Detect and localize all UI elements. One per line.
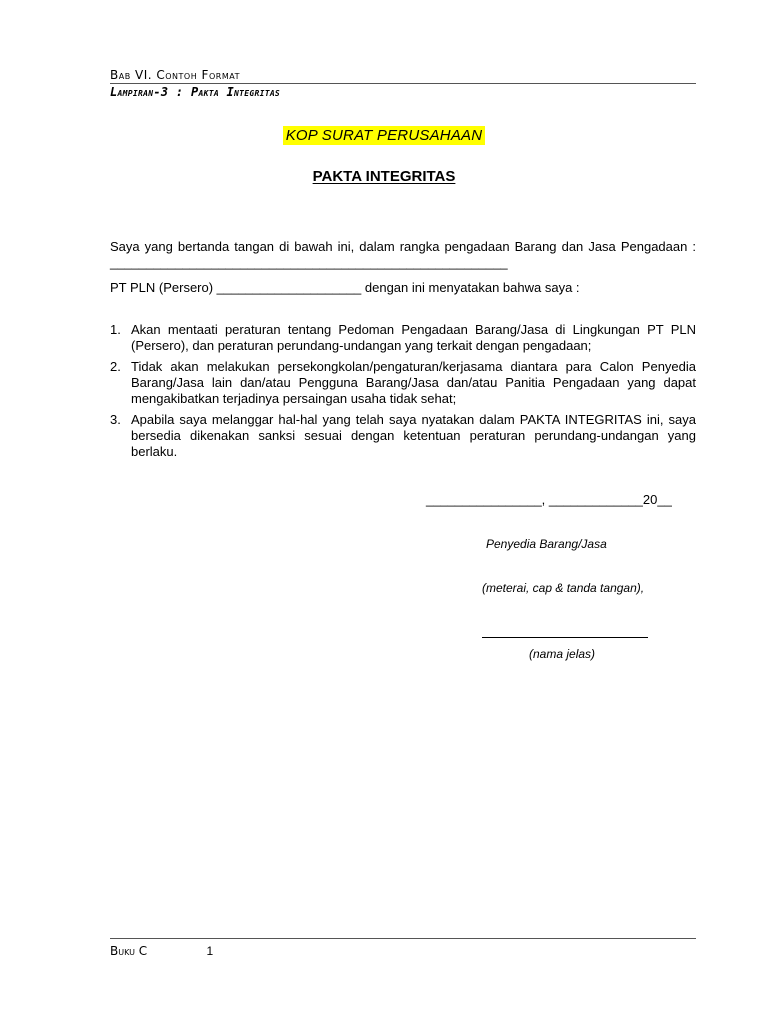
page-header (110, 68, 696, 100)
signature-line (482, 637, 648, 638)
document-title: PAKTA INTEGRITAS (312, 168, 456, 185)
place-date-line: ________________, _____________20__ (426, 492, 672, 507)
list-item-number: 1. (110, 322, 121, 337)
list-item (110, 412, 696, 460)
list-item-number: 2. (110, 359, 121, 374)
page-number: 1 (206, 944, 214, 958)
letterhead-placeholder (0, 127, 768, 145)
intro-section (110, 239, 696, 296)
provider-label: Penyedia Barang/Jasa (486, 537, 607, 551)
list-item-text: Apabila saya melanggar hal-hal yang telah saya nyatakan dalam PAKTA INTEGRITAS ini, saya bersedia dikenakan sanksi sesuai dengan ketentuan peraturan perundang-undangan yang berlaku. (131, 412, 696, 459)
list-item-text: Akan mentaati peraturan tentang Pedoman Pengadaan Barang/Jasa di Lingkungan PT PLN (Persero), dan peraturan perundang-undangan yang terkait dengan pengadaan; (131, 322, 696, 353)
stamp-signature-note: (meterai, cap & tanda tangan), (482, 581, 645, 595)
footer-book-label: Buku C (110, 944, 148, 958)
letterhead-text: KOP SURAT PERUSAHAAN (283, 126, 486, 145)
full-name-label: (nama jelas) (529, 647, 596, 661)
intro-paragraph-1: Saya yang bertanda tangan di bawah ini, dalam rangka pengadaan Barang dan Jasa Pengadaan : _______________________________________________________ (110, 239, 696, 270)
list-item (110, 322, 696, 354)
chapter-heading: Bab VI. Contoh Format (110, 68, 696, 84)
list-item-number: 3. (110, 412, 121, 427)
page-footer (110, 938, 696, 960)
list-item-text: Tidak akan melakukan persekongkolan/pengaturan/kerjasama diantara para Calon Penyedia Barang/Jasa lain dan/atau Pengguna Barang/Jasa dan/atau Panitia Pengadaan yang dapat mengakibatkan terjadinya persaingan usaha tidak sehat; (131, 359, 696, 406)
list-item (110, 359, 696, 407)
intro-paragraph-2: PT PLN (Persero) ____________________ dengan ini menyatakan bahwa saya : (110, 280, 580, 295)
statement-list (110, 322, 696, 465)
attachment-heading: Lampiran-3 : Pakta Integritas (110, 85, 281, 99)
